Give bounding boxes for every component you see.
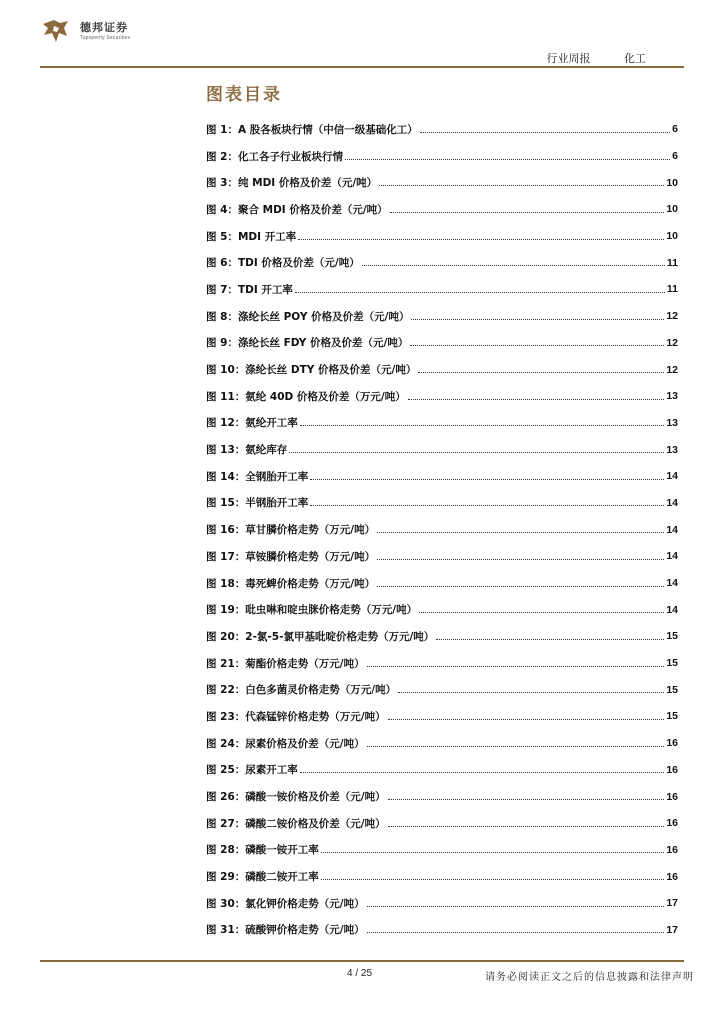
- toc-entry-label[interactable]: 图 22：白色多菌灵价格走势（万元/吨）: [206, 684, 397, 697]
- toc-entry[interactable]: [206, 223, 678, 250]
- toc-entry-page[interactable]: 11: [666, 256, 678, 269]
- footer-divider: [40, 960, 684, 962]
- toc-entry-page[interactable]: 16: [666, 817, 678, 830]
- toc-entry[interactable]: [206, 436, 678, 463]
- legal-disclaimer: 请务必阅读正文之后的信息披露和法律声明: [485, 972, 694, 983]
- toc-entry[interactable]: [206, 490, 678, 517]
- toc-entry-page[interactable]: 11: [666, 283, 678, 296]
- toc-leader-dots: [408, 399, 665, 400]
- toc-entry[interactable]: [206, 516, 678, 543]
- toc-entry-label[interactable]: 图 17：草铵膦价格走势（万元/吨）: [206, 550, 376, 563]
- toc-entry-page[interactable]: 6: [672, 150, 678, 163]
- toc-entry-label[interactable]: 图 25：尿素开工率: [206, 764, 298, 777]
- toc-entry-label[interactable]: 图 15：半钢胎开工率: [206, 497, 309, 510]
- toc-entry-page[interactable]: 15: [666, 657, 678, 670]
- toc-title: 图表目录: [206, 85, 282, 105]
- toc-entry-label[interactable]: 图 3：纯 MDI 价格及价差（元/吨）: [206, 177, 378, 190]
- toc-entry-page[interactable]: 12: [666, 363, 678, 376]
- toc-entry-page[interactable]: 6: [672, 123, 678, 136]
- toc-entry-page[interactable]: 14: [666, 523, 678, 536]
- toc-leader-dots: [345, 159, 670, 160]
- toc-entry-page[interactable]: 10: [666, 176, 678, 189]
- toc-entry-label[interactable]: 图 24：尿素价格及价差（元/吨）: [206, 737, 365, 750]
- toc-entry-page[interactable]: 14: [666, 603, 678, 616]
- toc-entry-page[interactable]: 15: [666, 710, 678, 723]
- toc-leader-dots: [321, 879, 665, 880]
- header-divider: [40, 66, 684, 68]
- toc-leader-dots: [295, 292, 665, 293]
- toc-leader-dots: [418, 372, 664, 373]
- toc-entry-label[interactable]: 图 26：磷酸一铵价格及价差（元/吨）: [206, 791, 386, 804]
- toc-entry[interactable]: [206, 169, 678, 196]
- toc-leader-dots: [388, 799, 665, 800]
- toc-entry-label[interactable]: 图 29：磷酸二铵开工率: [206, 871, 319, 884]
- toc-leader-dots: [388, 719, 665, 720]
- toc-entry-page[interactable]: 17: [666, 923, 678, 936]
- toc-entry-label[interactable]: 图 2：化工各子行业板块行情: [206, 150, 343, 163]
- toc-leader-dots: [420, 132, 670, 133]
- toc-entry-label[interactable]: 图 11：氨纶 40D 价格及价差（万元/吨）: [206, 390, 406, 403]
- toc-entry-page[interactable]: 10: [666, 230, 678, 243]
- toc-entry-page[interactable]: 13: [666, 443, 678, 456]
- toc-leader-dots: [436, 639, 664, 640]
- sector-name: 化工: [624, 52, 646, 65]
- toc-entry-page[interactable]: 16: [666, 870, 678, 883]
- toc-leader-dots: [310, 505, 664, 506]
- toc-entry-page[interactable]: 12: [666, 310, 678, 323]
- toc-entry-page[interactable]: 16: [666, 737, 678, 750]
- company-logo: [40, 14, 130, 48]
- toc-leader-dots: [367, 666, 665, 667]
- toc-entry[interactable]: [206, 917, 678, 944]
- toc-leader-dots: [367, 932, 665, 933]
- toc-leader-dots: [388, 826, 665, 827]
- toc-entry[interactable]: [206, 650, 678, 677]
- toc-leader-dots: [298, 239, 664, 240]
- toc-leader-dots: [377, 559, 664, 560]
- page-number: 4 / 25: [347, 968, 373, 979]
- toc-entry-label[interactable]: 图 10：涤纶长丝 DTY 价格及价差（元/吨）: [206, 364, 417, 377]
- toc-entry-page[interactable]: 14: [666, 550, 678, 563]
- toc-entry-page[interactable]: 14: [666, 577, 678, 590]
- toc-entry[interactable]: [206, 249, 678, 276]
- toc-entry-page[interactable]: 16: [666, 843, 678, 856]
- toc-leader-dots: [411, 319, 664, 320]
- toc-entry-page[interactable]: 13: [666, 390, 678, 403]
- toc-leader-dots: [367, 746, 665, 747]
- toc-leader-dots: [379, 185, 664, 186]
- toc-entry-label[interactable]: 图 14：全钢胎开工率: [206, 470, 309, 483]
- toc-entry[interactable]: [206, 596, 678, 623]
- logo-mark-icon: [40, 16, 72, 46]
- toc-entry[interactable]: [206, 890, 678, 917]
- toc-entry[interactable]: [206, 676, 678, 703]
- toc-leader-dots: [390, 212, 665, 213]
- toc-entry-label[interactable]: 图 21：菊酯价格走势（万元/吨）: [206, 657, 365, 670]
- toc-entry-page[interactable]: 17: [666, 897, 678, 910]
- toc-entry-page[interactable]: 15: [666, 683, 678, 696]
- toc-leader-dots: [410, 345, 664, 346]
- toc-entry[interactable]: [206, 143, 678, 170]
- toc-entry-label[interactable]: 图 18：毒死蜱价格走势（万元/吨）: [206, 577, 376, 590]
- toc-leader-dots: [377, 586, 664, 587]
- toc-entry[interactable]: [206, 463, 678, 490]
- toc-entry[interactable]: [206, 410, 678, 437]
- toc-entry-page[interactable]: 15: [666, 630, 678, 643]
- toc-entry[interactable]: [206, 837, 678, 864]
- toc-entry[interactable]: [206, 330, 678, 357]
- toc-entry-label[interactable]: 图 4：聚合 MDI 价格及价差（元/吨）: [206, 203, 388, 216]
- toc-entry-label[interactable]: 图 28：磷酸一铵开工率: [206, 844, 319, 857]
- toc-leader-dots: [300, 425, 665, 426]
- toc-entry-label[interactable]: 图 1：A 股各板块行情（中信一级基础化工）: [206, 123, 418, 136]
- toc-entry[interactable]: [206, 383, 678, 410]
- toc-entry-page[interactable]: 14: [666, 470, 678, 483]
- toc-leader-dots: [398, 692, 664, 693]
- toc-entry[interactable]: [206, 863, 678, 890]
- toc-entry-page[interactable]: 12: [666, 336, 678, 349]
- report-header-info: [547, 50, 647, 66]
- toc-entry-page[interactable]: 14: [666, 496, 678, 509]
- toc-entry[interactable]: [206, 196, 678, 223]
- toc-entry[interactable]: [206, 623, 678, 650]
- toc-entry-page[interactable]: 16: [666, 790, 678, 803]
- toc-entry-label[interactable]: 图 31：硫酸钾价格走势（元/吨）: [206, 924, 365, 937]
- toc-entry[interactable]: [206, 356, 678, 383]
- report-type: 行业周报: [546, 52, 591, 65]
- toc-entry[interactable]: [206, 810, 678, 837]
- toc-entry-label[interactable]: 图 12：氨纶开工率: [206, 417, 298, 430]
- logo-name-en: Topsperity Securities: [80, 34, 131, 41]
- toc-entry-page[interactable]: 13: [666, 416, 678, 429]
- toc-leader-dots: [362, 265, 665, 266]
- toc-entry-label[interactable]: 图 27：磷酸二铵价格及价差（元/吨）: [206, 817, 386, 830]
- toc-leader-dots: [377, 532, 664, 533]
- toc-entry-label[interactable]: 图 23：代森锰锌价格走势（万元/吨）: [206, 710, 386, 723]
- toc-entry[interactable]: [206, 543, 678, 570]
- toc-entry-label[interactable]: 图 5：MDI 开工率: [206, 230, 297, 243]
- toc-entry-label[interactable]: 图 16：草甘膦价格走势（万元/吨）: [206, 524, 376, 537]
- toc-entry-label[interactable]: 图 6：TDI 价格及价差（元/吨）: [206, 257, 360, 270]
- toc-leader-dots: [310, 479, 664, 480]
- toc-entry[interactable]: [206, 757, 678, 784]
- toc-entry-label[interactable]: 图 13：氨纶库存: [206, 444, 288, 457]
- toc-entry[interactable]: [206, 276, 678, 303]
- toc-leader-dots: [367, 906, 665, 907]
- toc-entry-label[interactable]: 图 20：2-氯-5-氯甲基吡啶价格走势（万元/吨）: [206, 630, 435, 643]
- logo-name-cn: 德邦证券: [80, 20, 128, 34]
- toc-entry[interactable]: [206, 303, 678, 330]
- toc-entry[interactable]: [206, 783, 678, 810]
- toc-entry[interactable]: [206, 116, 678, 143]
- toc-leader-dots: [289, 452, 664, 453]
- toc-leader-dots: [300, 772, 665, 773]
- toc-leader-dots: [321, 852, 665, 853]
- toc-entry-label[interactable]: 图 7：TDI 开工率: [206, 283, 293, 296]
- toc-entry-label[interactable]: 图 9：涤纶长丝 FDY 价格及价差（元/吨）: [206, 337, 409, 350]
- table-of-figures: [206, 116, 678, 943]
- toc-entry-page[interactable]: 10: [666, 203, 678, 216]
- toc-entry-label[interactable]: 图 8：涤纶长丝 POY 价格及价差（元/吨）: [206, 310, 410, 323]
- toc-entry[interactable]: [206, 730, 678, 757]
- toc-entry[interactable]: [206, 570, 678, 597]
- toc-entry[interactable]: [206, 703, 678, 730]
- toc-entry-label[interactable]: 图 30：氯化钾价格走势（元/吨）: [206, 897, 365, 910]
- toc-entry-label[interactable]: 图 19：吡虫啉和啶虫脒价格走势（万元/吨）: [206, 604, 418, 617]
- toc-leader-dots: [419, 612, 664, 613]
- toc-entry-page[interactable]: 16: [666, 763, 678, 776]
